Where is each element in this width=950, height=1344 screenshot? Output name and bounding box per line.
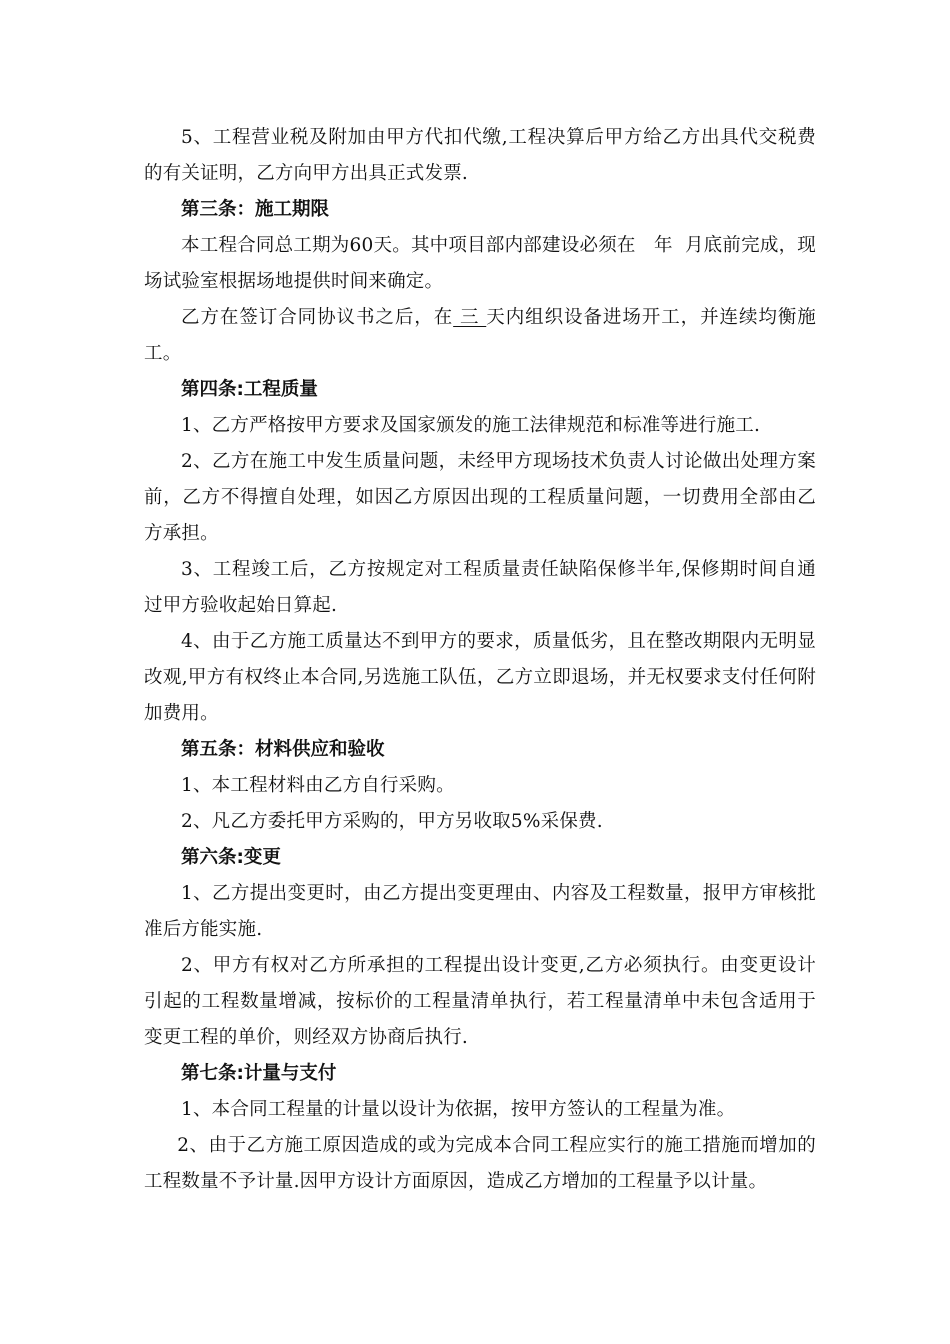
paragraph-start-work (144, 300, 816, 372)
period-text-a: 本工程合同总工期为60天。其中项目部内部建设必须在 (181, 235, 636, 256)
start-text-a: 乙方在签订合同协议书之后，在 (181, 307, 454, 328)
start-days-underlined: 三 (453, 307, 487, 328)
start-text-b: 天内组织设备进场开工，并连续均衡施工。 (144, 307, 816, 364)
paragraph-construction-period (144, 228, 816, 300)
heading-article-7: 第七条:计量与支付 (181, 1063, 337, 1084)
period-text-year: 年 (654, 235, 673, 256)
paragraph-payment-2: 2、由于乙方施工原因造成的或为完成本合同工程应实行的施工措施而增加的工程数量不予计量.因甲方设计方面原因，造成乙方增加的工程量予以计量。 (144, 1135, 816, 1192)
paragraph-material-1: 1、本工程材料由乙方自行采购。 (181, 775, 455, 796)
paragraph-quality-1: 1、乙方严格按甲方要求及国家颁发的施工法律规范和标准等进行施工. (181, 415, 761, 436)
heading-article-6: 第六条:变更 (181, 847, 281, 868)
paragraph-quality-2: 2、乙方在施工中发生质量问题，未经甲方现场技术负责人讨论做出处理方案前，乙方不得擅自处理，如因乙方原因出现的工程质量问题，一切费用全部由乙方承担。 (144, 451, 816, 544)
paragraph-change-2: 2、甲方有权对乙方所承担的工程提出设计变更,乙方必须执行。由变更设计引起的工程数量增减，按标价的工程量清单执行，若工程量清单中未包含适用于变更工程的单价，则经双方协商后执行. (144, 955, 816, 1048)
paragraph-material-2: 2、凡乙方委托甲方采购的，甲方另收取5%采保费. (181, 811, 603, 832)
paragraph-quality-4: 4、由于乙方施工质量达不到甲方的要求，质量低劣，且在整改期限内无明显改观,甲方有权终止本合同,另选施工队伍，乙方立即退场，并无权要求支付任何附加费用。 (144, 631, 816, 724)
document-body (144, 120, 816, 1200)
blank-month (673, 235, 685, 256)
paragraph-quality-3: 3、工程竣工后，乙方按规定对工程质量责任缺陷保修半年,保修期时间自通过甲方验收起始日算起. (144, 559, 816, 616)
paragraph-change-1: 1、乙方提出变更时，由乙方提出变更理由、内容及工程数量，报甲方审核批准后方能实施. (144, 883, 816, 940)
heading-article-4: 第四条:工程质量 (181, 379, 318, 400)
paragraph-payment-1: 1、本合同工程量的计量以设计为依据，按甲方签认的工程量为准。 (181, 1099, 736, 1120)
heading-article-3: 第三条：施工期限 (181, 199, 330, 220)
blank-year (636, 235, 654, 256)
period-text-c: 月底前完成，现场试验室根据场地提供时间来确定。 (144, 235, 817, 292)
heading-article-5: 第五条：材料供应和验收 (181, 739, 385, 760)
paragraph-tax: 5、工程营业税及附加由甲方代扣代缴,工程决算后甲方给乙方出具代交税费的有关证明，乙方向甲方出具正式发票. (144, 127, 816, 184)
